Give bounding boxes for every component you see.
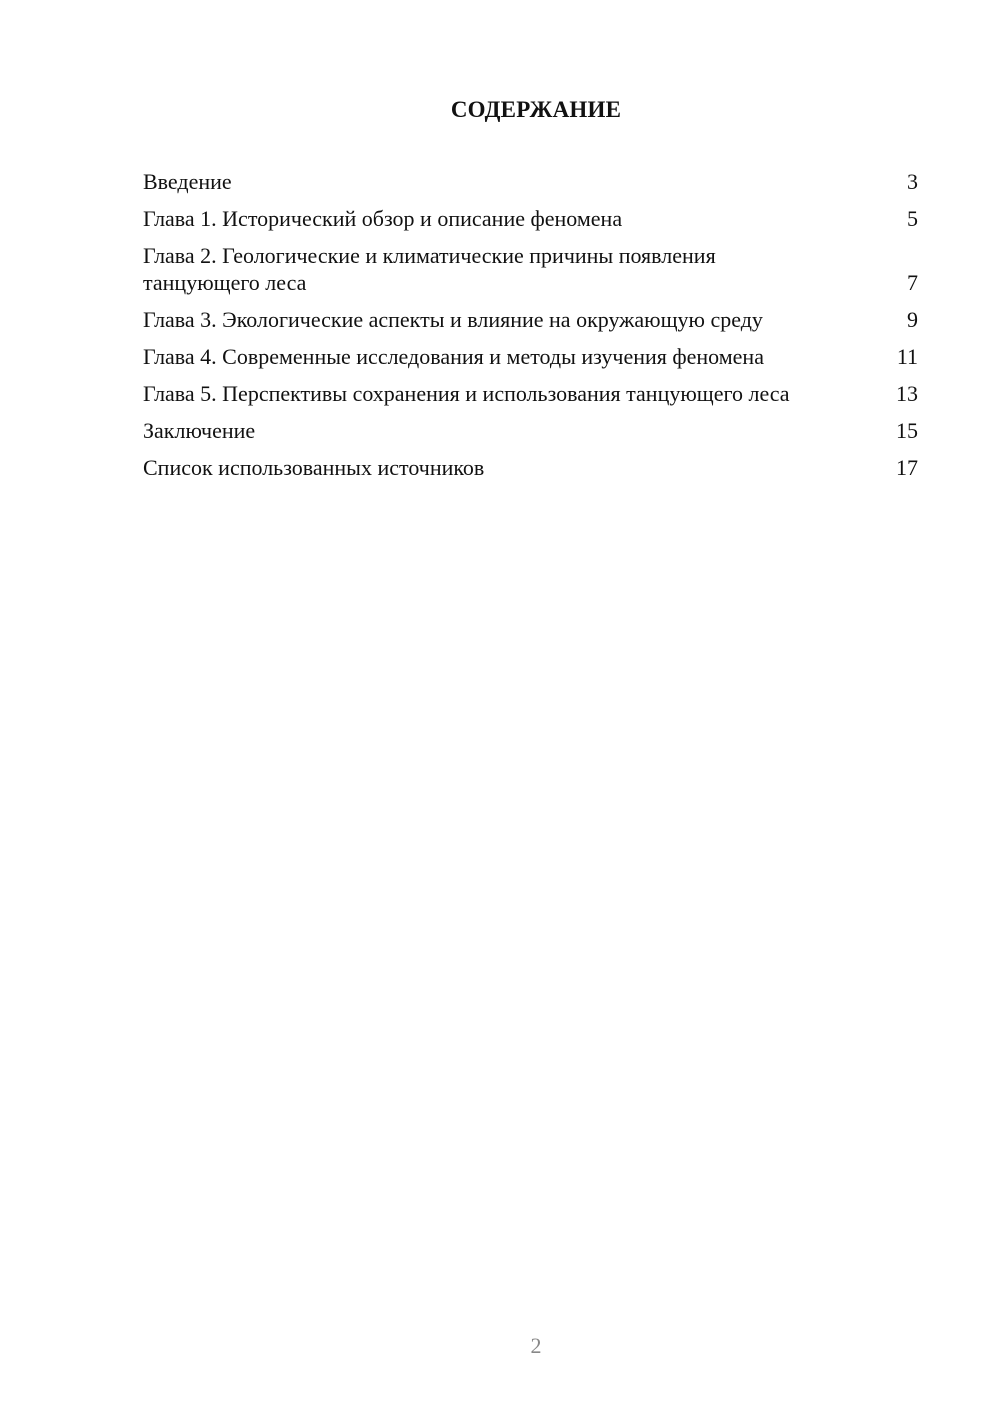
toc-entry-text: Глава 5. Перспективы сохранения и использования танцующего леса [143, 381, 790, 406]
toc-entry-text: Заключение [143, 418, 256, 443]
page-number: 2 [530, 1333, 542, 1358]
toc-entry-conclusion [143, 417, 918, 444]
toc-entry-page: 7 [907, 270, 918, 295]
toc-entry-page: 5 [907, 206, 918, 231]
toc-entry-text: Введение [143, 169, 232, 194]
toc-entry-text: Глава 1. Исторический обзор и описание феномена [143, 206, 623, 231]
toc-entry-references [143, 454, 918, 481]
toc-entry-chapter-4 [143, 343, 918, 370]
toc-entry-text: Глава 3. Экологические аспекты и влияние на окружающую среду [143, 307, 763, 332]
toc-entry-text: Глава 4. Современные исследования и методы изучения феномена [143, 344, 764, 369]
toc-entry-page: 17 [896, 455, 918, 480]
toc-entry-page: 15 [896, 418, 918, 443]
toc-entry-text: Глава 2. Геологические и климатические причины появления танцующего леса [143, 243, 716, 295]
toc-entry-text: Список использованных источников [143, 455, 485, 480]
page-title: СОДЕРЖАНИЕ [450, 97, 622, 122]
toc-entry-page: 9 [907, 307, 918, 332]
toc-entry-chapter-2 [143, 242, 918, 296]
toc-entry-chapter-5 [143, 380, 918, 407]
table-of-contents [143, 168, 918, 491]
toc-entry-chapter-1 [143, 205, 918, 232]
toc-entry-page: 3 [907, 169, 918, 194]
toc-entry-page: 13 [896, 381, 918, 406]
toc-entry-page: 11 [896, 344, 918, 369]
toc-entry-chapter-3 [143, 306, 918, 333]
toc-entry-introduction [143, 168, 918, 195]
